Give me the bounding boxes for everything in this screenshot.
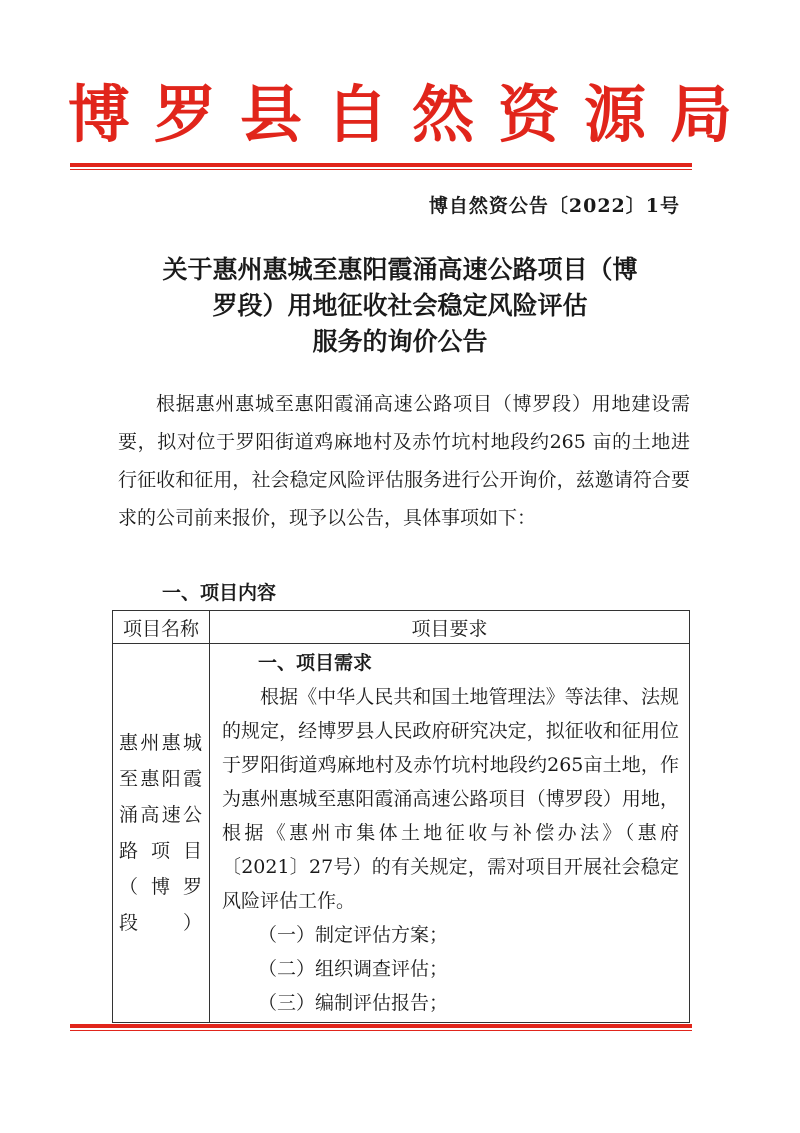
section-heading: 一、项目内容	[162, 582, 277, 604]
requirement-item: （一）制定评估方案；	[258, 924, 449, 946]
column-header-requirement: 项目要求	[210, 611, 690, 644]
project-table	[112, 610, 690, 1023]
document-number: 博自然资公告〔2022〕1号	[428, 195, 680, 217]
project-requirement-cell	[210, 644, 690, 1023]
requirement-subheading: 一、项目需求	[258, 652, 373, 674]
table-header-row	[113, 611, 690, 644]
title-line-3: 服务的询价公告	[312, 327, 488, 356]
header-rule-thin	[70, 169, 692, 170]
title-line-1: 关于惠州惠城至惠阳霞涌高速公路项目（博	[162, 255, 638, 284]
column-header-name: 项目名称	[113, 611, 210, 644]
project-name-cell: 惠州惠城至惠阳霞涌高速公路项目（博罗段）	[113, 644, 210, 1023]
notice-title	[100, 252, 700, 360]
agency-name: 博罗县自然资源局	[67, 78, 756, 151]
footer-rule-thick	[70, 1024, 692, 1028]
table-row	[113, 644, 690, 1023]
requirement-item: （二）组织调查评估；	[258, 958, 449, 980]
header-rule-thick	[70, 163, 692, 167]
footer-rule-thin	[70, 1030, 692, 1031]
title-line-2: 罗段）用地征收社会稳定风险评估	[212, 291, 588, 320]
requirement-item: （三）编制评估报告；	[258, 992, 449, 1014]
intro-text	[118, 385, 690, 537]
intro-paragraph: 根据惠州惠城至惠阳霞涌高速公路项目（博罗段）用地建设需要，拟对位于罗阳街道鸡麻地村及赤竹坑村地段约265 亩的土地进行征收和征用，社会稳定风险评估服务进行公开询价，兹邀请符合要求的公司前来报价，现予以公告，具体事项如下：	[118, 393, 690, 529]
requirement-paragraph: 根据《中华人民共和国土地管理法》等法律、法规的规定，经博罗县人民政府研究决定，拟征收和征用位于罗阳街道鸡麻地村及赤竹坑村地段约265亩土地，作为惠州惠城至惠阳霞涌高速公路项目（博罗段）用地，根据《惠州市集体土地征收与补偿办法》（惠府〔2021〕27号）的有关规定，需对项目开展社会稳定风险评估工作。	[222, 686, 679, 912]
